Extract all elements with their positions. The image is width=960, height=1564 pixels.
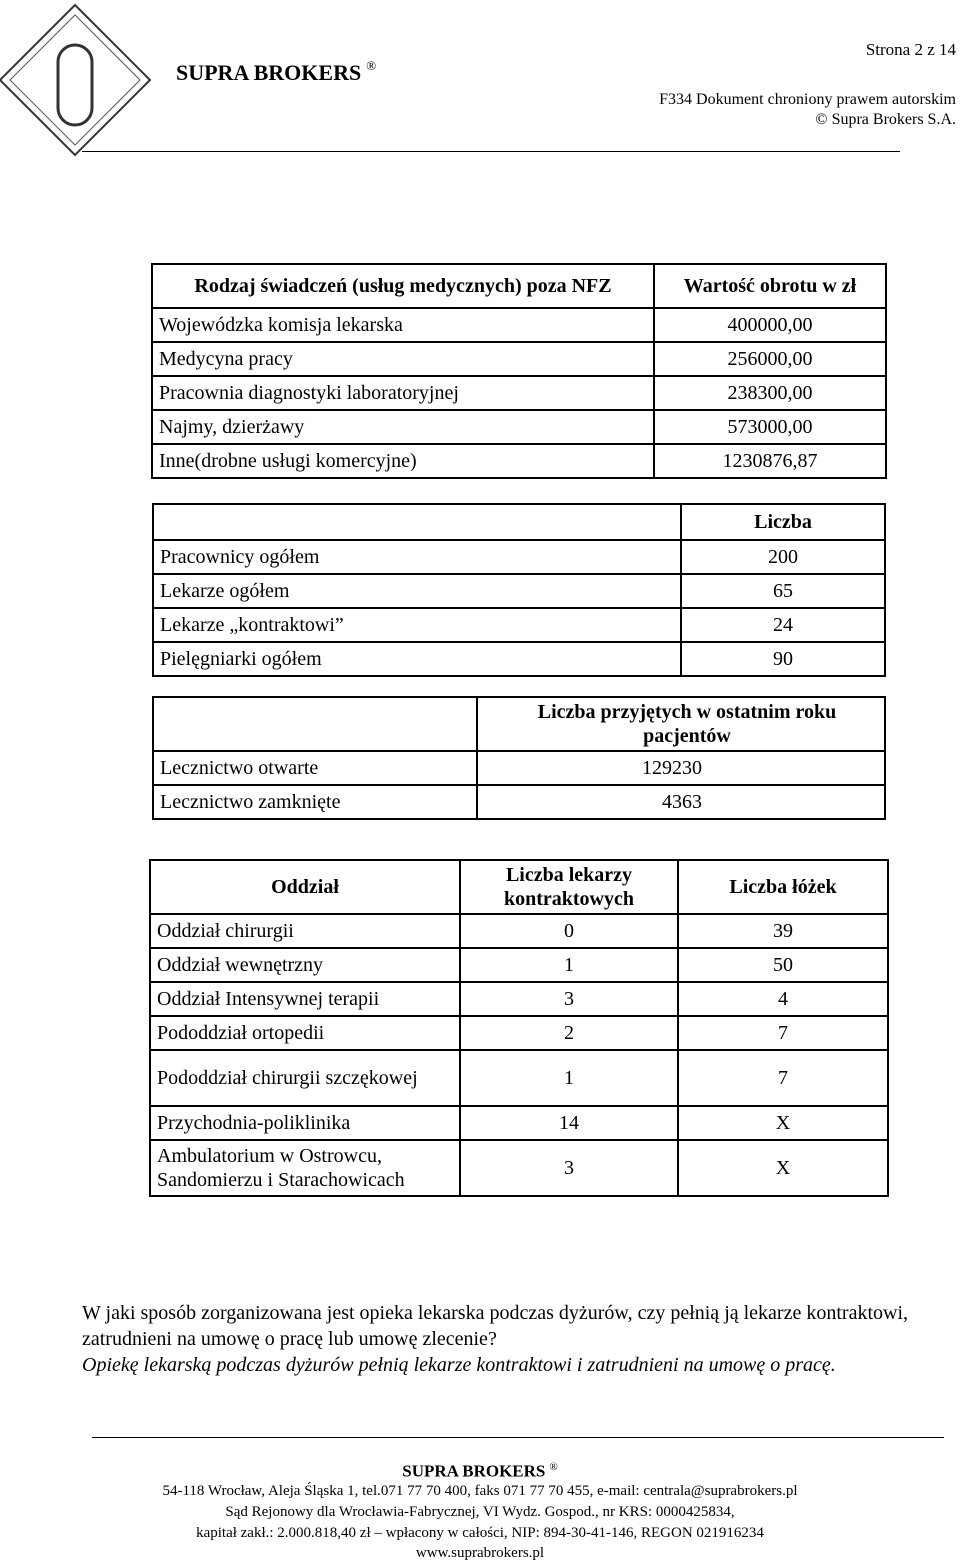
- beds-count: 7: [678, 1050, 888, 1106]
- patient-count: 4363: [477, 785, 885, 819]
- staff-category: Pracownicy ogółem: [153, 540, 681, 574]
- footer-website: www.suprabrokers.pl: [415, 1545, 545, 1561]
- department-name: Oddział chirurgii: [150, 914, 460, 948]
- table-row: [153, 751, 885, 785]
- service-name: Najmy, dzierżawy: [152, 410, 654, 444]
- staff-count: 24: [681, 608, 885, 642]
- beds-count: 4: [678, 982, 888, 1016]
- departments-table: [149, 859, 889, 1197]
- column-header-count: Liczba: [681, 504, 885, 540]
- table-row: [152, 342, 886, 376]
- turnover-value: 238300,00: [654, 376, 886, 410]
- footer-brand: SUPRA BROKERS ®: [402, 1461, 558, 1481]
- table-row: [150, 1016, 888, 1050]
- table-row: [150, 1140, 888, 1196]
- beds-count: X: [678, 1140, 888, 1196]
- service-name: Pracownia diagnostyki laboratoryjnej: [152, 376, 654, 410]
- table-row: [153, 540, 885, 574]
- service-name: Wojewódzka komisja lekarska: [152, 308, 654, 342]
- table-row: [153, 785, 885, 819]
- table-row: [153, 642, 885, 676]
- department-name: Ambulatorium w Ostrowcu, Sandomierzu i Starachowicach: [150, 1140, 460, 1196]
- turnover-value: 256000,00: [654, 342, 886, 376]
- footer-capital-info: kapitał zakł.: 2.000.818,40 zł – wpłacony w całości, NIP: 894-30-41-146, REGON 021916234: [196, 1525, 764, 1541]
- staff-category: Lekarze „kontraktowi”: [153, 608, 681, 642]
- staff-count: 90: [681, 642, 885, 676]
- page-number: Strona 2 z 14: [865, 40, 956, 59]
- turnover-value: 573000,00: [654, 410, 886, 444]
- table-row: [152, 444, 886, 478]
- department-name: Przychodnia-poliklinika: [150, 1106, 460, 1140]
- beds-count: 39: [678, 914, 888, 948]
- contract-doctors-count: 2: [460, 1016, 678, 1050]
- beds-count: X: [678, 1106, 888, 1140]
- care-type: Lecznictwo zamknięte: [153, 785, 477, 819]
- non-nfz-services-table: [151, 263, 887, 479]
- column-header-department: Oddział: [150, 860, 460, 914]
- contract-doctors-count: 0: [460, 914, 678, 948]
- department-name: Pododdział ortopedii: [150, 1016, 460, 1050]
- contract-doctors-count: 3: [460, 1140, 678, 1196]
- header-divider: [82, 151, 900, 152]
- department-name: Oddział wewnętrzny: [150, 948, 460, 982]
- staff-count-table: [152, 503, 886, 677]
- copyright-notice: F334 Dokument chroniony prawem autorskim: [659, 91, 956, 108]
- column-header-empty: [153, 504, 681, 540]
- staff-count: 65: [681, 574, 885, 608]
- contract-doctors-count: 1: [460, 948, 678, 982]
- column-header-turnover: Wartość obrotu w zł: [654, 264, 886, 308]
- turnover-value: 1230876,87: [654, 444, 886, 478]
- table-row: [150, 982, 888, 1016]
- table-row: [153, 574, 885, 608]
- column-header-service: Rodzaj świadczeń (usług medycznych) poza NFZ: [152, 264, 654, 308]
- care-type: Lecznictwo otwarte: [153, 751, 477, 785]
- beds-count: 7: [678, 1016, 888, 1050]
- table-row: [150, 948, 888, 982]
- column-header-admitted-patients: Liczba przyjętych w ostatnim roku pacjentów: [477, 697, 885, 751]
- answer-text: Opiekę lekarską podczas dyżurów pełnią lekarze kontraktowi i zatrudnieni na umowę o pracę.: [82, 1354, 836, 1376]
- service-name: Inne(drobne usługi komercyjne): [152, 444, 654, 478]
- table-row: [150, 914, 888, 948]
- table-row: [150, 1050, 888, 1106]
- table-row: [152, 308, 886, 342]
- beds-count: 50: [678, 948, 888, 982]
- header-brand: SUPRA BROKERS ®: [176, 58, 377, 85]
- department-name: Pododdział chirurgii szczękowej: [150, 1050, 460, 1106]
- admitted-patients-table: [152, 696, 886, 820]
- column-header-beds: Liczba łóżek: [678, 860, 888, 914]
- question-text: W jaki sposób zorganizowana jest opieka lekarska podczas dyżurów, czy pełnią ją lekarze kontraktowi, zatrudnieni na umowę o pracę lub umowę zlecenie?: [82, 1302, 908, 1350]
- footer-divider: [92, 1437, 944, 1438]
- copyright-owner: © Supra Brokers S.A.: [815, 111, 956, 128]
- contract-doctors-count: 1: [460, 1050, 678, 1106]
- department-name: Oddział Intensywnej terapii: [150, 982, 460, 1016]
- contract-doctors-count: 3: [460, 982, 678, 1016]
- footer-address: 54-118 Wrocław, Aleja Śląska 1, tel.071 77 70 400, faks 071 77 70 455, e-mail: centrala@suprabrokers.pl: [162, 1483, 798, 1499]
- staff-count: 200: [681, 540, 885, 574]
- question-block: [82, 1300, 960, 1378]
- footer-court-registry: Sąd Rejonowy dla Wrocławia-Fabrycznej, VI Wydz. Gospod., nr KRS: 0000425834,: [225, 1504, 735, 1520]
- column-header-contract-doctors: Liczba lekarzy kontraktowych: [460, 860, 678, 914]
- table-row: [152, 376, 886, 410]
- table-row: [150, 1106, 888, 1140]
- turnover-value: 400000,00: [654, 308, 886, 342]
- table-row: [153, 608, 885, 642]
- staff-category: Pielęgniarki ogółem: [153, 642, 681, 676]
- table-row: [152, 410, 886, 444]
- supra-brokers-logo: [0, 0, 175, 160]
- service-name: Medycyna pracy: [152, 342, 654, 376]
- patient-count: 129230: [477, 751, 885, 785]
- staff-category: Lekarze ogółem: [153, 574, 681, 608]
- contract-doctors-count: 14: [460, 1106, 678, 1140]
- column-header-empty: [153, 697, 477, 751]
